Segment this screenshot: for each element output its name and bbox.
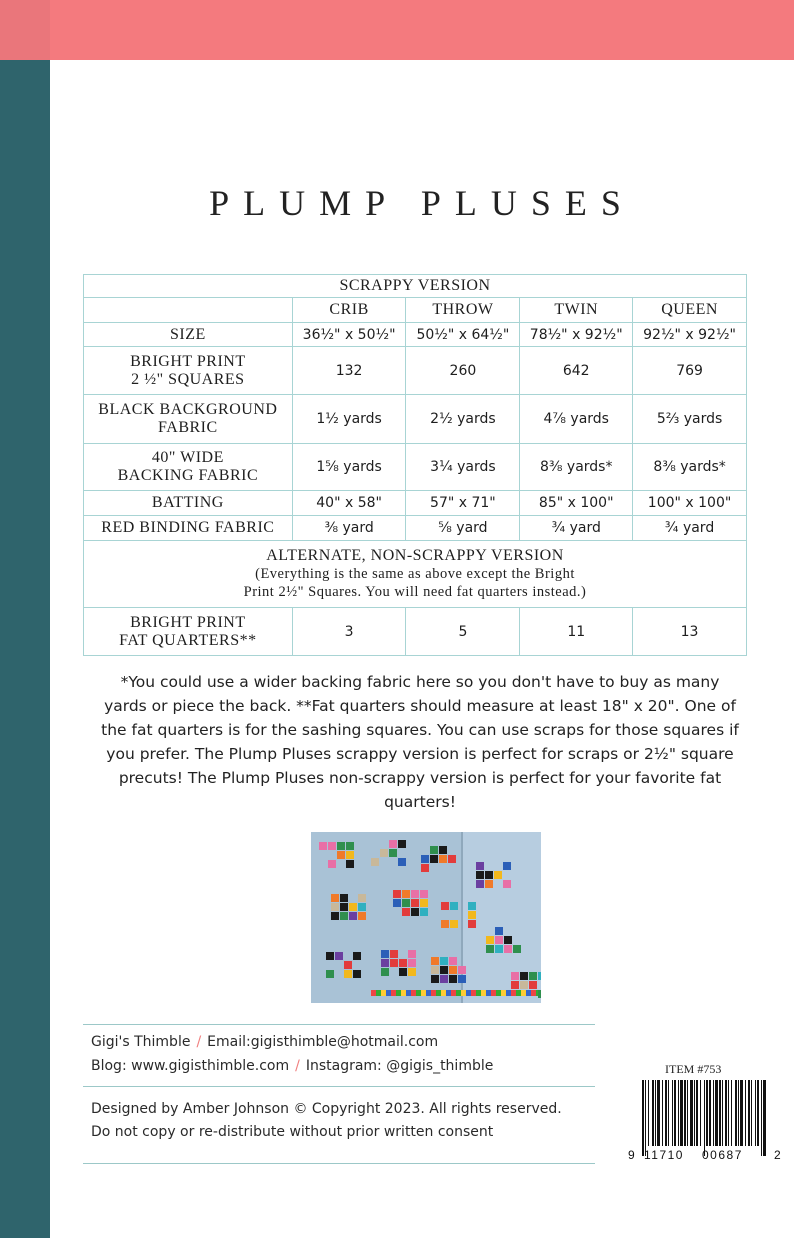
quilt-square xyxy=(381,959,389,967)
table-cell: 5 xyxy=(406,608,520,656)
quilt-square xyxy=(371,858,379,866)
contact-line-1 xyxy=(91,1034,438,1050)
barcode-bar xyxy=(668,1080,669,1146)
barcode-bar xyxy=(755,1080,756,1146)
table-cell: 260 xyxy=(406,347,520,395)
barcode-bar xyxy=(645,1080,646,1156)
copyright-text: Designed by Amber Johnson © Copyright 2023. All rights reserved. xyxy=(91,1101,562,1117)
barcode-bar xyxy=(761,1080,762,1156)
row-label: BLACK BACKGROUND FABRIC xyxy=(84,395,293,444)
quilt-square xyxy=(450,902,458,910)
quilt-square xyxy=(335,952,343,960)
quilt-square xyxy=(485,880,493,888)
barcode-bar xyxy=(648,1080,649,1146)
blog-link[interactable]: Blog: www.gigisthimble.com xyxy=(91,1058,290,1074)
quilt-square xyxy=(450,920,458,928)
table-cell: 100" x 100" xyxy=(633,491,747,516)
table-cell: ⅝ yard xyxy=(406,516,520,541)
quilt-square xyxy=(430,846,438,854)
quilt-square xyxy=(486,945,494,953)
table-cell: 57" x 71" xyxy=(406,491,520,516)
table-cell: 11 xyxy=(520,608,633,656)
table-cell: 769 xyxy=(633,347,747,395)
quilt-square xyxy=(344,961,352,969)
alternate-note: (Everything is the same as above except the Bright Print 2½" Squares. You will need fat quarters instead.) xyxy=(243,566,587,600)
quilt-square xyxy=(358,912,366,920)
barcode-bar xyxy=(672,1080,673,1146)
top-band-corner xyxy=(0,0,50,60)
item-number: ITEM #753 xyxy=(665,1062,722,1076)
barcode-bar xyxy=(725,1080,727,1146)
quilt-square xyxy=(349,912,357,920)
table-cell: 5⅔ yards xyxy=(633,395,747,444)
quilt-square xyxy=(503,880,511,888)
quilt-square xyxy=(326,970,334,978)
quilt-square xyxy=(440,957,448,965)
quilt-square xyxy=(340,912,348,920)
alternate-version-row xyxy=(84,541,747,608)
barcode-bar xyxy=(738,1080,739,1146)
table-row xyxy=(84,516,747,541)
quilt-square xyxy=(326,952,334,960)
barcode-bar xyxy=(745,1080,746,1146)
divider xyxy=(83,1086,595,1087)
column-header: CRIB xyxy=(292,298,406,323)
instagram-link[interactable]: Instagram: @gigis_thimble xyxy=(305,1058,494,1074)
barcode-bar xyxy=(694,1080,695,1146)
footnote-paragraph: *You could use a wider backing fabric here so you don't have to buy as many yards or piece the back. **Fat quarters should measure at least 18" x 20". One of the fat quarters is for the sashing squares. You can use scraps for those squares if you prefer. The Plump Pluses scrappy version is perfect for scraps or 2½" square precuts! The Plump Pluses non-scrappy version is perfect for your favorite fat quarters! xyxy=(101,673,739,811)
barcode-bar xyxy=(690,1080,693,1146)
quilt-square xyxy=(486,936,494,944)
quilt-square xyxy=(399,968,407,976)
email-link[interactable]: Email:gigisthimble@hotmail.com xyxy=(207,1034,439,1050)
barcode-bar xyxy=(713,1080,714,1146)
table-cell: 3 xyxy=(292,608,406,656)
quilt-square xyxy=(494,871,502,879)
table-cell: 642 xyxy=(520,347,633,395)
barcode-check-digit: 2 xyxy=(774,1148,781,1162)
quilt-square xyxy=(399,959,407,967)
quilt-square xyxy=(458,966,466,974)
table-row xyxy=(84,444,747,491)
quilt-square xyxy=(328,842,336,850)
quilt-square xyxy=(349,903,357,911)
quilt-square xyxy=(421,855,429,863)
barcode-bar xyxy=(731,1080,732,1146)
barcode-lead-digit: 9 xyxy=(628,1148,635,1162)
row-label: SIZE xyxy=(84,323,293,347)
barcode-bar xyxy=(696,1080,698,1146)
alternate-version-cell xyxy=(84,541,747,608)
table-row xyxy=(84,347,747,395)
quilt-square xyxy=(538,972,541,980)
barcode-bar xyxy=(687,1080,688,1146)
quilt-square xyxy=(381,950,389,958)
quilt-square xyxy=(346,860,354,868)
quilt-square xyxy=(408,968,416,976)
table-cell: 50½" x 64½" xyxy=(406,323,520,347)
fabric-requirements-table xyxy=(83,274,747,656)
table-cell: 85" x 100" xyxy=(520,491,633,516)
table-cell: 8⅜ yards* xyxy=(520,444,633,491)
quilt-square xyxy=(402,908,410,916)
quilt-square xyxy=(538,990,541,998)
quilt-square xyxy=(337,851,345,859)
quilt-square xyxy=(402,899,410,907)
quilt-square xyxy=(503,862,511,870)
barcode-bar xyxy=(728,1080,729,1146)
barcode-bar xyxy=(706,1080,708,1146)
quilt-square xyxy=(485,871,493,879)
column-header: QUEEN xyxy=(633,298,747,323)
barcode-group-2: 00687 xyxy=(702,1148,743,1162)
barcode-bar xyxy=(665,1080,667,1146)
quilt-square xyxy=(430,855,438,863)
quilt-square xyxy=(411,899,419,907)
quilt-square xyxy=(421,864,429,872)
quilt-square xyxy=(420,908,428,916)
quilt-square xyxy=(476,880,484,888)
quilt-square xyxy=(448,855,456,863)
quilt-square xyxy=(439,846,447,854)
brand-name: Gigi's Thimble xyxy=(91,1034,191,1050)
barcode-group-1: 11710 xyxy=(644,1148,684,1162)
quilt-square xyxy=(468,902,476,910)
barcode-bar xyxy=(700,1080,701,1146)
divider xyxy=(83,1024,595,1025)
table-cell: 1½ yards xyxy=(292,395,406,444)
quilt-square xyxy=(358,894,366,902)
table-row xyxy=(84,608,747,656)
page-title: PLUMP PLUSES xyxy=(209,183,635,223)
table-cell: 2½ yards xyxy=(406,395,520,444)
quilt-square xyxy=(431,966,439,974)
quilt-square xyxy=(346,842,354,850)
quilt-square xyxy=(431,957,439,965)
quilt-square xyxy=(358,903,366,911)
table-header-row xyxy=(84,298,747,323)
quilt-square xyxy=(411,908,419,916)
barcode-bar xyxy=(684,1080,686,1146)
quilt-square xyxy=(337,842,345,850)
quilt-square xyxy=(504,936,512,944)
quilt-square xyxy=(495,945,503,953)
quilt-square xyxy=(346,851,354,859)
quilt-square xyxy=(440,966,448,974)
quilt-square xyxy=(353,970,361,978)
column-header: THROW xyxy=(406,298,520,323)
barcode-bar xyxy=(757,1080,759,1146)
quilt-square xyxy=(449,957,457,965)
quilt-square xyxy=(381,968,389,976)
barcode-bar xyxy=(680,1080,683,1146)
table-cell: 92½" x 92½" xyxy=(633,323,747,347)
quilt-square xyxy=(495,936,503,944)
table-cell: 78½" x 92½" xyxy=(520,323,633,347)
quilt-square xyxy=(398,858,406,866)
barcode-bar xyxy=(719,1080,721,1146)
separator: / xyxy=(295,1058,300,1074)
table-cell: ¾ yard xyxy=(633,516,747,541)
quilt-square xyxy=(331,894,339,902)
quilt-square xyxy=(340,903,348,911)
quilt-square xyxy=(449,975,457,983)
table-cell: 132 xyxy=(292,347,406,395)
barcode-bar xyxy=(709,1080,711,1146)
barcode-bar xyxy=(642,1080,644,1156)
quilt-square xyxy=(420,890,428,898)
quilt-square xyxy=(389,849,397,857)
quilt-square xyxy=(390,959,398,967)
table-cell: 3¼ yards xyxy=(406,444,520,491)
quilt-square xyxy=(529,981,537,989)
quilt-photo xyxy=(311,832,541,1003)
table-cell: 36½" x 50½" xyxy=(292,323,406,347)
barcode-bar xyxy=(735,1080,737,1146)
table-cell: 13 xyxy=(633,608,747,656)
quilt-square xyxy=(449,966,457,974)
table-cell: ¾ yard xyxy=(520,516,633,541)
row-label: RED BINDING FABRIC xyxy=(84,516,293,541)
sidebar-band xyxy=(0,0,50,1238)
quilt-square xyxy=(353,952,361,960)
quilt-square xyxy=(441,902,449,910)
row-label: BRIGHT PRINT FAT QUARTERS** xyxy=(84,608,293,656)
barcode-bar xyxy=(652,1080,654,1146)
barcode-bar xyxy=(674,1080,676,1146)
quilt-square xyxy=(331,912,339,920)
quilt-square xyxy=(440,975,448,983)
quilt-square xyxy=(520,981,528,989)
table-cell: 4⅞ yards xyxy=(520,395,633,444)
barcode-bar xyxy=(748,1080,750,1146)
quilt-square xyxy=(468,920,476,928)
quilt-square xyxy=(468,911,476,919)
table-row xyxy=(84,491,747,516)
table-cell: 8⅜ yards* xyxy=(633,444,747,491)
barcode-bar xyxy=(662,1080,663,1146)
barcode-bar xyxy=(740,1080,743,1146)
quilt-square xyxy=(420,899,428,907)
quilt-square xyxy=(511,981,519,989)
quilt-square xyxy=(380,849,388,857)
top-band xyxy=(0,0,794,60)
row-label: BATTING xyxy=(84,491,293,516)
row-label: 40" WIDE BACKING FABRIC xyxy=(84,444,293,491)
barcode-bar xyxy=(722,1080,723,1146)
contact-line-2 xyxy=(91,1058,493,1074)
quilt-square xyxy=(390,950,398,958)
quilt-square xyxy=(331,903,339,911)
divider xyxy=(83,1163,595,1164)
quilt-square xyxy=(340,894,348,902)
table-row xyxy=(84,323,747,347)
quilt-square xyxy=(408,959,416,967)
table-cell: 1⅝ yards xyxy=(292,444,406,491)
quilt-square xyxy=(476,862,484,870)
row-label: BRIGHT PRINT 2 ½" SQUARES xyxy=(84,347,293,395)
alternate-title: ALTERNATE, NON-SCRAPPY VERSION xyxy=(266,547,564,564)
copy-notice: Do not copy or re-distribute without prior written consent xyxy=(91,1124,494,1140)
quilt-square xyxy=(328,860,336,868)
barcode-bar xyxy=(704,1080,705,1156)
table-section-row xyxy=(84,275,747,298)
table-cell: ⅜ yard xyxy=(292,516,406,541)
barcode-bar xyxy=(657,1080,660,1146)
quilt-square xyxy=(529,972,537,980)
quilt-square xyxy=(504,945,512,953)
quilt-square xyxy=(408,950,416,958)
quilt-square xyxy=(458,975,466,983)
column-header: TWIN xyxy=(520,298,633,323)
barcode-bar xyxy=(655,1080,656,1146)
barcode-bar xyxy=(763,1080,766,1156)
quilt-square xyxy=(393,890,401,898)
section-title: SCRAPPY VERSION xyxy=(84,275,747,298)
table-cell: 40" x 58" xyxy=(292,491,406,516)
quilt-square xyxy=(495,927,503,935)
quilt-square xyxy=(411,890,419,898)
barcode-bar xyxy=(715,1080,718,1146)
barcode-bar xyxy=(751,1080,752,1146)
quilt-binding-strip xyxy=(371,990,541,996)
table-row xyxy=(84,395,747,444)
quilt-square xyxy=(513,945,521,953)
quilt-square xyxy=(319,842,327,850)
quilt-square xyxy=(389,840,397,848)
quilt-square xyxy=(476,871,484,879)
quilt-square xyxy=(393,899,401,907)
quilt-square xyxy=(520,972,528,980)
quilt-square xyxy=(511,972,519,980)
quilt-square xyxy=(344,970,352,978)
barcode-bar xyxy=(678,1080,679,1146)
quilt-square xyxy=(402,890,410,898)
quilt-square xyxy=(439,855,447,863)
separator: / xyxy=(196,1034,202,1050)
quilt-square xyxy=(398,840,406,848)
quilt-square xyxy=(431,975,439,983)
quilt-square xyxy=(441,920,449,928)
header-empty-cell xyxy=(84,298,293,323)
